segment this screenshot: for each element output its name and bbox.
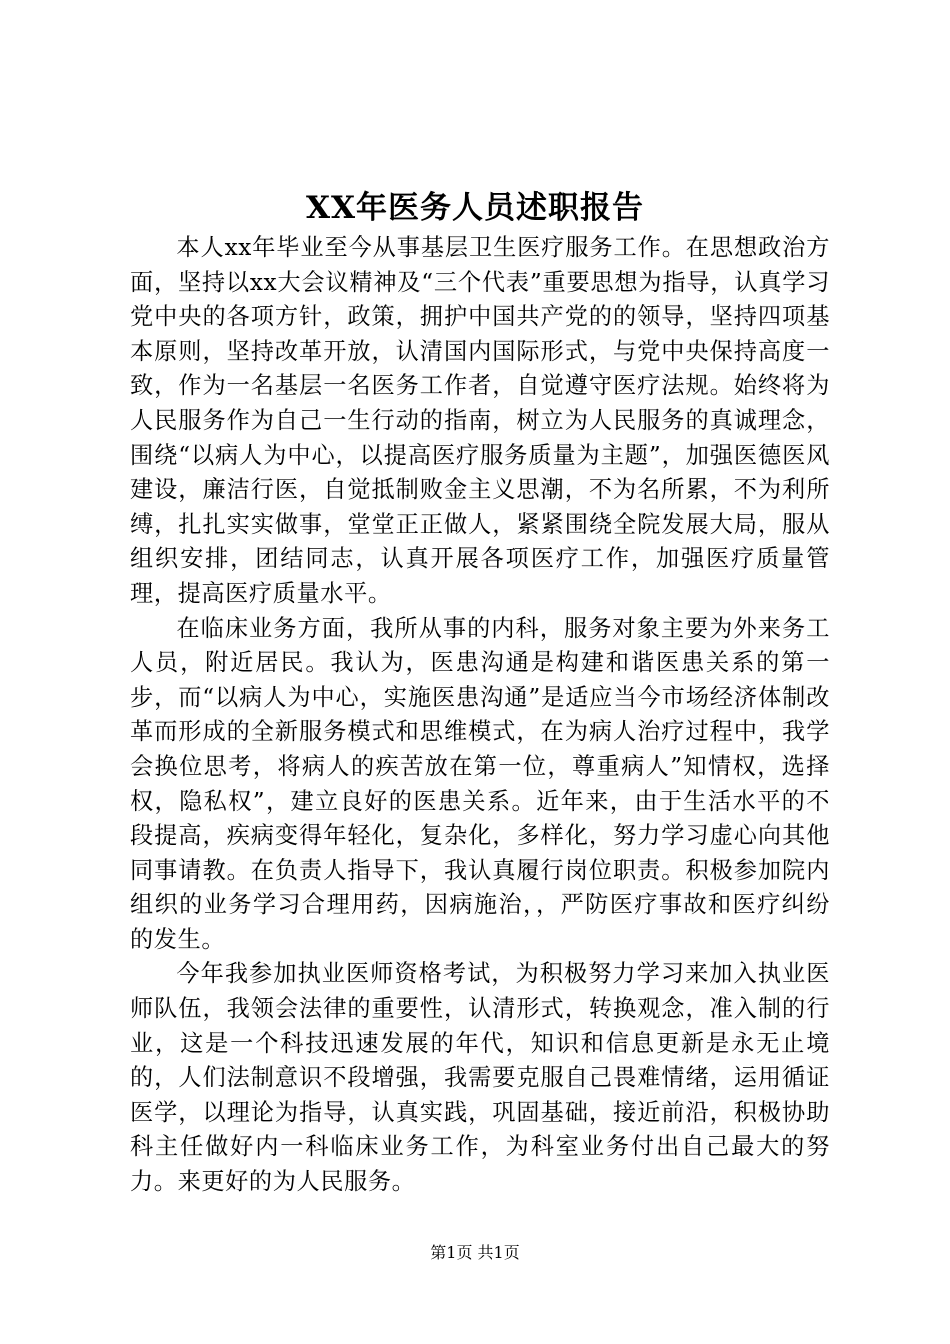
page-footer: 第1页 共1页 [430, 1243, 520, 1262]
paragraph-clinical-work: 在临床业务方面，我所从事的内科，服务对象主要为外来务工人员，附近居民。我认为，医患沟通是构建和谐医患关系的第一步，而“以病人为中心，实施医患沟通”是适应当今市场经济体制改革而形成的全新服务模式和思维模式，在为病人治疗过程中，我学会换位思考，将病人的疾苦放在第一位，尊重病人”知情权，选择权，隐私权”，建立良好的医患关系。近年来，由于生活水平的不段提高，疾病变得年轻化，复杂化，多样化，努力学习虚心向其他同事请教。在负责人指导下，我认真履行岗位职责。积极参加院内组织的业务学习合理用药，因病施治，，严防医疗事故和医疗纠纷的发生。 [130, 614, 830, 953]
document-title: XX年医务人员述职报告 [305, 190, 645, 226]
paragraph-ideology: 本人xx年毕业至今从事基层卫生医疗服务工作。在思想政治方面，坚持以xx大会议精神及“三个代表”重要思想为指导，认真学习党中央的各项方针，政策，拥护中国共产党的的领导，坚持四项基本原则，坚持改革开放，认清国内国际形式，与党中央保持高度一致，作为一名基层一名医务工作者，自觉遵守医疗法规。始终将为人民服务作为自己一生行动的指南，树立为人民服务的真诚理念，围绕“以病人为中心，以提高医疗服务质量为主题”，加强医德医风建设，廉洁行医，自觉抵制败金主义思潮，不为名所累，不为利所缚，扎扎实实做事，堂堂正正做人，紧紧围绕全院发展大局，服从组织安排，团结同志，认真开展各项医疗工作，加强医疗质量管理，提高医疗质量水平。 [130, 234, 830, 607]
paragraph-licensing-exam: 今年我参加执业医师资格考试，为积极努力学习来加入执业医师队伍，我领会法律的重要性，认清形式，转换观念，准入制的行业，这是一个科技迅速发展的年代，知识和信息更新是永无止境的，人们法制意识不段增强，我需要克服自己畏难情绪，运用循证医学，以理论为指导，认真实践，巩固基础，接近前沿，积极协助科主任做好内一科临床业务工作，为科室业务付出自己最大的努力。来更好的为人民服务。 [130, 960, 830, 1196]
document-body [130, 231, 830, 1200]
